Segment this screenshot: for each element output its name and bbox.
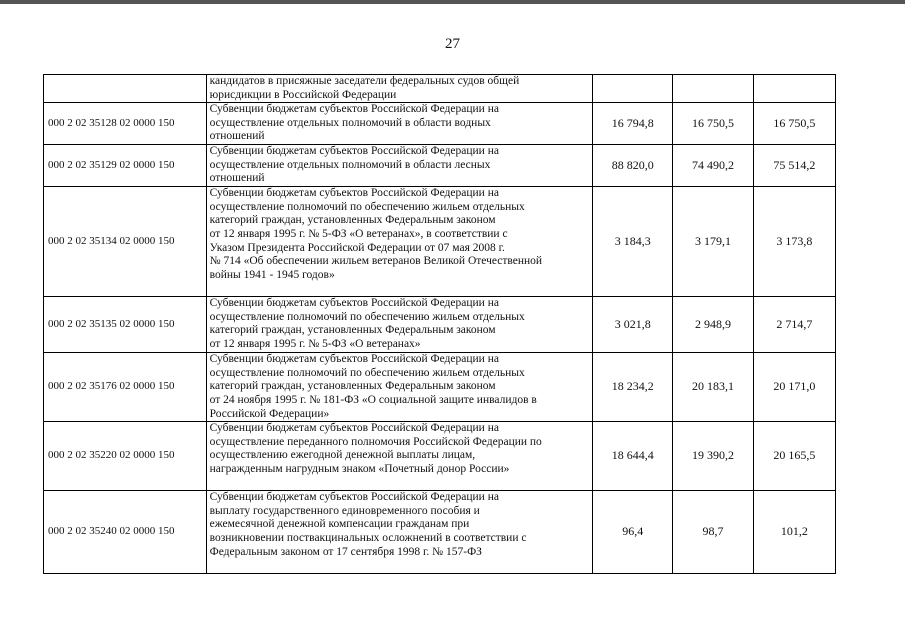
value-year-2: 98,7 (673, 491, 753, 574)
item-description: Субвенции бюджетам субъектов Российской Федерации на осуществление полномочий по обеспечению жильем отдельных категорий граждан, установленных Федеральным законом от 12 января 1995 г. № 5-ФЗ «О ветеранах» (206, 297, 592, 353)
scan-top-edge (0, 0, 905, 4)
value-year-2 (673, 75, 753, 103)
value-year-1: 16 794,8 (593, 103, 673, 145)
table-row (44, 297, 836, 353)
value-year-1: 18 234,2 (593, 353, 673, 422)
table-row (44, 187, 836, 297)
budget-code: 000 2 02 35135 02 0000 150 (44, 297, 207, 353)
budget-code: 000 2 02 35176 02 0000 150 (44, 353, 207, 422)
value-year-3: 3 173,8 (753, 187, 835, 297)
value-year-1: 18 644,4 (593, 422, 673, 491)
budget-code (44, 75, 207, 103)
item-description: кандидатов в присяжные заседатели федеральных судов общей юрисдикции в Российской Федерации (206, 75, 592, 103)
value-year-3: 101,2 (753, 491, 835, 574)
item-description: Субвенции бюджетам субъектов Российской Федерации на осуществление отдельных полномочий в области лесных отношений (206, 145, 592, 187)
value-year-2: 16 750,5 (673, 103, 753, 145)
item-description: Субвенции бюджетам субъектов Российской Федерации на выплату государственного единовременного пособия и ежемесячной денежной компенсации гражданам при возникновении поствакцинальных осложнений в соответствии с Федеральным законом от 17 сентября 1998 г. № 157-ФЗ (206, 491, 592, 574)
value-year-1: 88 820,0 (593, 145, 673, 187)
table-row (44, 75, 836, 103)
table-row (44, 491, 836, 574)
value-year-1: 96,4 (593, 491, 673, 574)
value-year-3: 2 714,7 (753, 297, 835, 353)
table-row (44, 353, 836, 422)
budget-code: 000 2 02 35128 02 0000 150 (44, 103, 207, 145)
value-year-2: 3 179,1 (673, 187, 753, 297)
budget-code: 000 2 02 35134 02 0000 150 (44, 187, 207, 297)
value-year-3 (753, 75, 835, 103)
value-year-2: 20 183,1 (673, 353, 753, 422)
table-row (44, 103, 836, 145)
value-year-1: 3 184,3 (593, 187, 673, 297)
table-row (44, 422, 836, 491)
item-description: Субвенции бюджетам субъектов Российской Федерации на осуществление полномочий по обеспечению жильем отдельных категорий граждан, установленных Федеральным законом от 12 января 1995 г. № 5-ФЗ «О ветеранах», в соответствии с Указом Президента Российской Федерации от 07 мая 2008 г. № 714 «Об обеспечении жильем ветеранов Великой Отечественной войны 1941 - 1945 годов» (206, 187, 592, 297)
budget-code: 000 2 02 35240 02 0000 150 (44, 491, 207, 574)
value-year-3: 20 171,0 (753, 353, 835, 422)
budget-table (43, 74, 836, 574)
value-year-2: 19 390,2 (673, 422, 753, 491)
page-number: 27 (445, 36, 460, 52)
value-year-3: 16 750,5 (753, 103, 835, 145)
item-description: Субвенции бюджетам субъектов Российской Федерации на осуществление отдельных полномочий в области водных отношений (206, 103, 592, 145)
value-year-1 (593, 75, 673, 103)
value-year-1: 3 021,8 (593, 297, 673, 353)
budget-code: 000 2 02 35220 02 0000 150 (44, 422, 207, 491)
value-year-3: 75 514,2 (753, 145, 835, 187)
budget-code: 000 2 02 35129 02 0000 150 (44, 145, 207, 187)
value-year-2: 74 490,2 (673, 145, 753, 187)
item-description: Субвенции бюджетам субъектов Российской Федерации на осуществление полномочий по обеспечению жильем отдельных категорий граждан, установленных Федеральным законом от 24 ноября 1995 г. № 181-ФЗ «О социальной защите инвалидов в Российской Федерации» (206, 353, 592, 422)
value-year-3: 20 165,5 (753, 422, 835, 491)
value-year-2: 2 948,9 (673, 297, 753, 353)
item-description: Субвенции бюджетам субъектов Российской Федерации на осуществление переданного полномочия Российской Федерации по осуществлению ежегодной денежной выплаты лицам, награжденным нагрудным знаком «Почетный донор России» (206, 422, 592, 491)
table-row (44, 145, 836, 187)
